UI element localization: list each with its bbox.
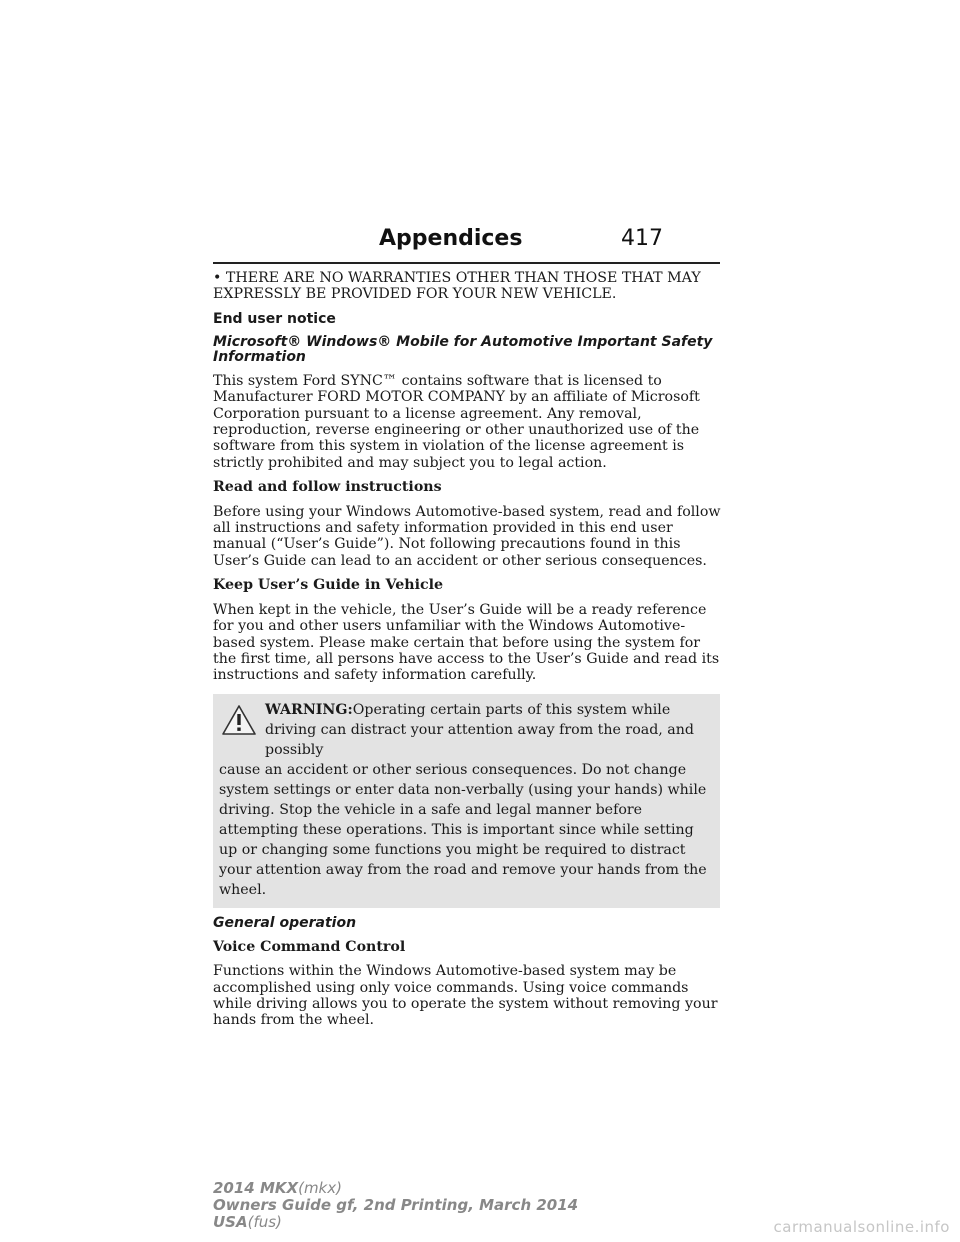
warning-first-text: Operating certain parts of this system while driving can distract your attention away from the road, and possibly <box>265 701 694 758</box>
footer-market: USA <box>213 1213 248 1231</box>
page-number: 417 <box>621 226 663 251</box>
page-content <box>213 270 723 1037</box>
section-title: Appendices <box>379 226 523 251</box>
warning-box <box>213 694 720 908</box>
footer-market-code: (fus) <box>247 1213 282 1231</box>
footer-model-line <box>213 1180 578 1197</box>
warranty-bullet: • THERE ARE NO WARRANTIES OTHER THAN THOSE THAT MAY EXPRESSLY BE PROVIDED FOR YOUR NEW VEHICLE. <box>213 270 701 303</box>
watermark: carmanualsonline.info <box>773 1218 950 1236</box>
document-footer <box>213 1180 578 1231</box>
footer-model: 2014 MKX <box>213 1179 299 1197</box>
warning-triangle-icon <box>221 704 257 736</box>
heading-general-operation: General operation <box>213 914 357 931</box>
warning-first-line <box>219 700 714 760</box>
footer-market-line <box>213 1214 578 1231</box>
warning-rest-text: cause an accident or other serious consequences. Do not change system settings or enter data non-verbally (using your hands) while driving. Stop the vehicle in a safe and legal manner before attempting these operations. This is important since while setting up or changing some functions you might be required to distract your attention away from the road and remove your hands from the wheel. <box>219 761 707 898</box>
warning-label: WARNING: <box>265 701 353 718</box>
heading-end-user-notice: End user notice <box>213 310 336 327</box>
footer-model-code: (mkx) <box>298 1179 342 1197</box>
page-header <box>213 226 720 264</box>
heading-read-follow: Read and follow instructions <box>213 479 442 496</box>
paragraph-voice: Functions within the Windows Automotive-based system may be accomplished using only voice commands. Using voice commands while driving allows you to operate the system without removing your hands from the wheel. <box>213 963 718 1029</box>
paragraph-license: This system Ford SYNC™ contains software that is licensed to Manufacturer FORD MOTOR COMPANY by an affiliate of Microsoft Corporation pursuant to a license agreement. Any removal, reproduction, reverse engineering or other unauthorized use of the software from this system in violation of the license agreement is strictly prohibited and may subject you to legal action. <box>213 372 700 471</box>
heading-microsoft-safety: Microsoft® Windows® Mobile for Automotive Important Safety Information <box>213 333 713 365</box>
footer-printing-line: Owners Guide gf, 2nd Printing, March 2014 <box>213 1196 579 1214</box>
warning-text <box>219 700 714 900</box>
heading-voice-command: Voice Command Control <box>213 938 406 955</box>
paragraph-read-follow: Before using your Windows Automotive-based system, read and follow all instructions and safety information provided in this end user manual (“User’s Guide”). Not following precautions found in this User’s Guide can lead to an accident or other serious consequences. <box>213 503 721 569</box>
paragraph-keep-guide: When kept in the vehicle, the User’s Guide will be a ready reference for you and other users unfamiliar with the Windows Automotive-based system. Please make certain that before using the system for the first time, all persons have access to the User’s Guide and read its instructions and safety information carefully. <box>213 601 720 684</box>
heading-keep-guide: Keep User’s Guide in Vehicle <box>213 577 444 594</box>
